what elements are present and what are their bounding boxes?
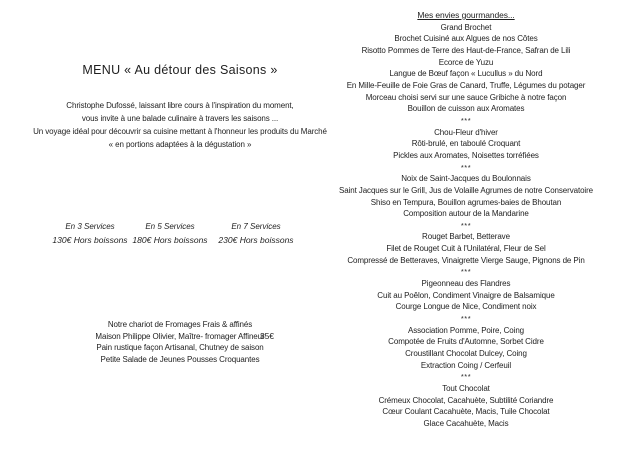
menu-item-line: Glace Cacahuète, Macis (423, 418, 509, 428)
menu-item-line: Courge Longue de Nice, Condiment noix (395, 302, 537, 312)
section-separator: *** (460, 314, 472, 324)
menu-item-line: Brochet Cuisiné aux Algues de nos Côtes (394, 34, 538, 44)
cheese-course (10, 319, 350, 365)
service-options (10, 220, 350, 250)
page-title: MENU « Au détour des Saisons » (82, 63, 278, 77)
menu-item-line: Extraction Coing / Cerfeuil (420, 360, 512, 370)
cheese-line: Pain rustique façon Artisanal, Chutney de saison (96, 343, 264, 353)
cheese-line: Maison Philippe Olivier, Maître- fromager Affineur (95, 331, 265, 341)
menu-item-line: Shiso en Tempura, Bouillon agrumes-baies de Bhoutan (370, 197, 562, 207)
menu-item-line: Croustillant Chocolat Dulcey, Coing (405, 349, 527, 359)
menu-item-line: Ecorce de Yuzu (438, 57, 494, 67)
intro-paragraph (0, 99, 362, 151)
service-label: En 5 Services (145, 222, 195, 231)
cheese-line: Notre chariot de Fromages Frais & affinés (107, 320, 253, 329)
intro-line: Un voyage idéal pour découvrir sa cuisine mettant à l'honneur les produits du Marché (33, 127, 327, 136)
menu-item-line: Langue de Bœuf façon « Lucullus » du Nord (389, 69, 543, 79)
menu-item-line: Crémeux Chocolat, Cacahuète, Subtilité Coriandre (378, 395, 554, 405)
cheese-price: 35€ (260, 330, 274, 341)
menu-item-line: Pickles aux Aromates, Noisettes torréfiées (393, 150, 539, 160)
menu-item-line: Risotto Pommes de Terre des Haut-de-France, Safran de Lili (361, 45, 571, 55)
menu-item-line: Cuit au Poêlon, Condiment Vinaigre de Balsamique (377, 290, 555, 300)
service-label: En 7 Services (231, 222, 281, 231)
menu-item-line: Compotée de Fruits d'Automne, Sorbet Cidre (388, 337, 544, 347)
menu-item-line: Cœur Coulant Cacahuète, Macis, Tuile Chocolat (382, 407, 550, 417)
menu-item-line: Composition autour de la Mandarine (403, 209, 529, 219)
menu-item-line: Tout Chocolat (442, 384, 490, 393)
menu-item-line: Compressé de Betteraves, Vinaigrette Vierge Sauge, Pignons de Pin (347, 255, 585, 265)
menu-item-line: Chou-Fleur d'hiver (434, 127, 498, 137)
menu-page-right (314, 10, 618, 430)
intro-line: Christophe Dufossé, laissant libre cours à l'inspiration du moment, (66, 101, 294, 110)
menu-page-left (10, 0, 350, 452)
menu-item-line: Morceau choisi servi sur une sauce Gribiche à notre façon (365, 92, 567, 102)
section-separator: *** (460, 267, 472, 277)
menu-item-line: Noix de Saint-Jacques du Boulonnais (401, 174, 531, 184)
section-separator: *** (460, 115, 472, 125)
menu-item-line: Bouillon de cuisson aux Aromates (407, 104, 525, 114)
service-option-7-courses (196, 220, 316, 247)
section-separator: *** (460, 372, 472, 382)
menu-item-line: Rôti-brulé, en taboulé Croquant (411, 139, 521, 149)
cheese-line: Petite Salade de Jeunes Pousses Croquantes (100, 354, 260, 364)
service-price: 180€ Hors boissons (132, 234, 208, 245)
menu-item-line: Saint Jacques sur le Grill, Jus de Volaille Agrumes de notre Conservatoire (338, 185, 594, 195)
menu-item-line: En Mille-Feuille de Foie Gras de Canard, Truffe, Légumes du potager (346, 80, 586, 90)
section-separator: *** (460, 162, 472, 172)
section-separator: *** (460, 220, 472, 230)
menu-item-line: Pigeonneau des Flandres (421, 279, 511, 289)
service-price: 130€ Hors boissons (52, 234, 128, 245)
menu-item-line: Association Pomme, Poire, Coing (407, 325, 525, 335)
intro-line: « en portions adaptées à la dégustation » (108, 140, 252, 149)
menu-item-line: Rouget Barbet, Betterave (422, 232, 510, 242)
service-price: 230€ Hors boissons (218, 234, 294, 245)
gourmandises-heading: Mes envies gourmandes... (417, 10, 515, 20)
menu-item-line: Filet de Rouget Cuit à l'Unilatéral, Fleur de Sel (386, 244, 546, 254)
intro-line: vous invite à une balade culinaire à travers les saisons ... (81, 114, 279, 123)
menu-item-line: Grand Brochet (440, 22, 492, 32)
service-label: En 3 Services (65, 222, 115, 231)
